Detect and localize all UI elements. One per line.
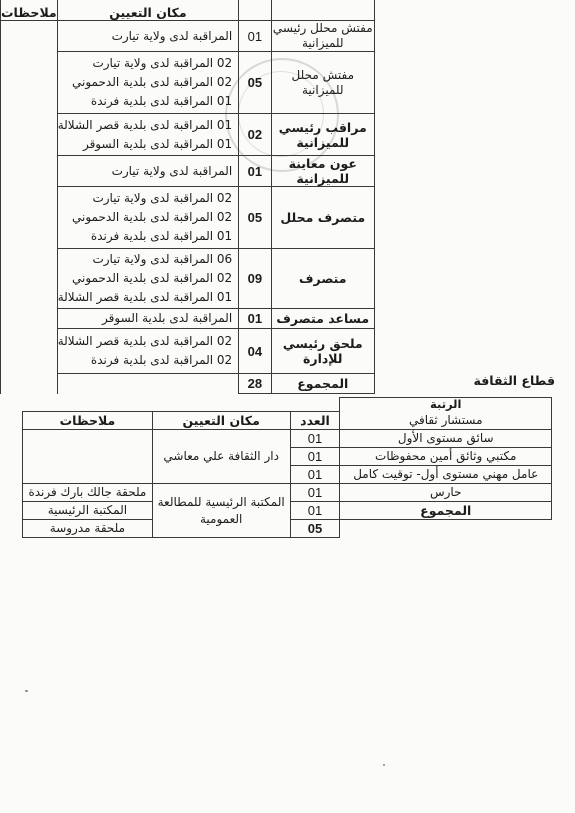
total-value: 05 bbox=[290, 520, 340, 538]
rank-cell: ملحق رئيسي للإدارة bbox=[271, 329, 374, 374]
table2-location-header: مكان التعيين bbox=[152, 412, 290, 430]
empty-cell bbox=[340, 520, 552, 538]
table1-total-row bbox=[1, 374, 375, 394]
table-row bbox=[1, 309, 375, 329]
location-cell bbox=[57, 309, 238, 329]
location-cell: المكتبة الرئيسية للمطالعة العمومية bbox=[152, 484, 290, 538]
table-row bbox=[23, 430, 552, 448]
rank-cell: مفتش محلل للميزانية bbox=[271, 52, 374, 114]
location-cell bbox=[57, 114, 238, 156]
table1-header-row bbox=[1, 0, 375, 21]
rank-cell: مستشار ثقافي bbox=[340, 412, 552, 430]
location-cell bbox=[57, 249, 238, 309]
location-line: 01 المراقبة لدى بلدية السوقر bbox=[82, 136, 233, 151]
count-cell: 04 bbox=[239, 329, 271, 374]
notes-cell bbox=[1, 21, 58, 394]
count-cell: 01 bbox=[290, 502, 340, 520]
location-cell bbox=[57, 21, 238, 52]
location-line: 02 المراقبة لدى ولاية تيارت bbox=[92, 56, 233, 70]
section-title: قطاع الثقافة bbox=[473, 373, 555, 388]
location-cell bbox=[57, 52, 238, 114]
table-row bbox=[23, 484, 552, 502]
location-line: 02 المراقبة لدى بلدية الدحموني bbox=[72, 75, 233, 89]
count-cell: 01 bbox=[290, 430, 340, 448]
count-cell: 01 bbox=[290, 484, 340, 502]
count-cell: 05 bbox=[239, 187, 271, 249]
total-label: المجموع bbox=[271, 374, 374, 394]
rank-cell: متصرف محلل bbox=[271, 187, 374, 249]
location-line: 06 المراقبة لدى ولاية تيارت bbox=[92, 252, 233, 266]
scan-speck bbox=[383, 764, 385, 766]
count-cell: 01 bbox=[290, 466, 340, 484]
location-cell bbox=[57, 156, 238, 187]
location-line: المراقبة لدى ولاية تيارت bbox=[111, 163, 233, 178]
location-line: 02 المراقبة لدى بلدية قصر الشلالة bbox=[57, 334, 233, 348]
empty-cell bbox=[57, 374, 238, 394]
rank-cell: سائق مستوى الأول bbox=[340, 430, 552, 448]
rank-cell: حارس bbox=[340, 484, 552, 502]
notes-cell bbox=[23, 430, 153, 484]
table-row bbox=[1, 156, 375, 187]
location-line: 02 المراقبة لدى ولاية تيارت bbox=[92, 191, 233, 205]
culture-sector-table bbox=[22, 397, 552, 538]
location-cell bbox=[57, 187, 238, 249]
count-cell: 01 bbox=[290, 448, 340, 466]
location-line: 01 المراقبة لدى بلدية قصر الشلالة bbox=[57, 290, 233, 304]
location-line: 02 المراقبة لدى بلدية الدحموني bbox=[72, 210, 233, 224]
location-line: 02 المراقبة لدى بلدية فرندة bbox=[90, 353, 233, 367]
rank-cell: مفتش محلل رئيسي للميزانية bbox=[272, 21, 373, 50]
table1-count-header bbox=[239, 0, 271, 21]
location-line: 01 المراقبة لدى بلدية فرندة bbox=[90, 229, 233, 243]
table1-notes-header: ملاحظات bbox=[1, 0, 58, 21]
table2-title-row bbox=[23, 398, 552, 412]
location-line: المراقبة لدى بلدية السوقر bbox=[102, 311, 233, 325]
location-line: 01 المراقبة لدى بلدية قصر الشلالة bbox=[57, 117, 233, 132]
total-value: 28 bbox=[239, 374, 271, 394]
count-cell: 09 bbox=[239, 249, 271, 309]
notes-cell: ملحقة جالك بارك فرندة bbox=[23, 484, 153, 502]
table2-count-header: العدد bbox=[290, 412, 340, 430]
count-cell: 01 bbox=[239, 309, 271, 329]
notes-cell: المكتبة الرئيسية bbox=[23, 502, 153, 520]
scan-speck bbox=[25, 690, 28, 692]
table1-rank-header bbox=[271, 0, 374, 21]
empty-cell bbox=[23, 398, 153, 412]
table-row bbox=[1, 329, 375, 374]
table2-notes-header: ملاحظات bbox=[23, 412, 153, 430]
count-cell: 05 bbox=[239, 52, 271, 114]
table-row bbox=[1, 114, 375, 156]
rank-cell: متصرف bbox=[271, 249, 374, 309]
rank-cell: مراقب رئيسي للميزانية bbox=[271, 114, 374, 156]
total-label: المجموع bbox=[340, 502, 552, 520]
rank-cell: مساعد متصرف bbox=[271, 309, 374, 329]
rank-cell: عون معاينة للميزانية bbox=[271, 156, 374, 187]
empty-cell bbox=[290, 398, 340, 412]
count-cell: 02 bbox=[239, 114, 271, 156]
location-line: 02 المراقبة لدى بلدية الدحموني bbox=[72, 271, 233, 285]
table-row bbox=[1, 187, 375, 249]
empty-cell bbox=[152, 398, 290, 412]
table-row bbox=[1, 249, 375, 309]
table1-location-header: مكان التعيين bbox=[57, 0, 238, 21]
count-cell: 01 bbox=[239, 21, 271, 52]
location-cell bbox=[57, 329, 238, 374]
table-row bbox=[1, 21, 375, 52]
location-cell: دار الثقافة علي معاشي bbox=[152, 430, 290, 484]
rank-cell: عامل مهني مستوى أول- توقيت كامل bbox=[340, 466, 552, 484]
location-line: 01 المراقبة لدى بلدية فرندة bbox=[90, 94, 233, 108]
table2-rank-header: الرتبة bbox=[340, 398, 552, 412]
budget-staff-table bbox=[0, 0, 375, 394]
location-line: المراقبة لدى ولاية تيارت bbox=[111, 28, 233, 43]
rank-cell: مكتبي وثائق أمين محفوظات bbox=[340, 448, 552, 466]
count-cell: 01 bbox=[239, 156, 271, 187]
notes-cell: ملحقة مدروسة bbox=[23, 520, 153, 538]
table2-header-row bbox=[23, 412, 552, 430]
table-row bbox=[1, 52, 375, 114]
